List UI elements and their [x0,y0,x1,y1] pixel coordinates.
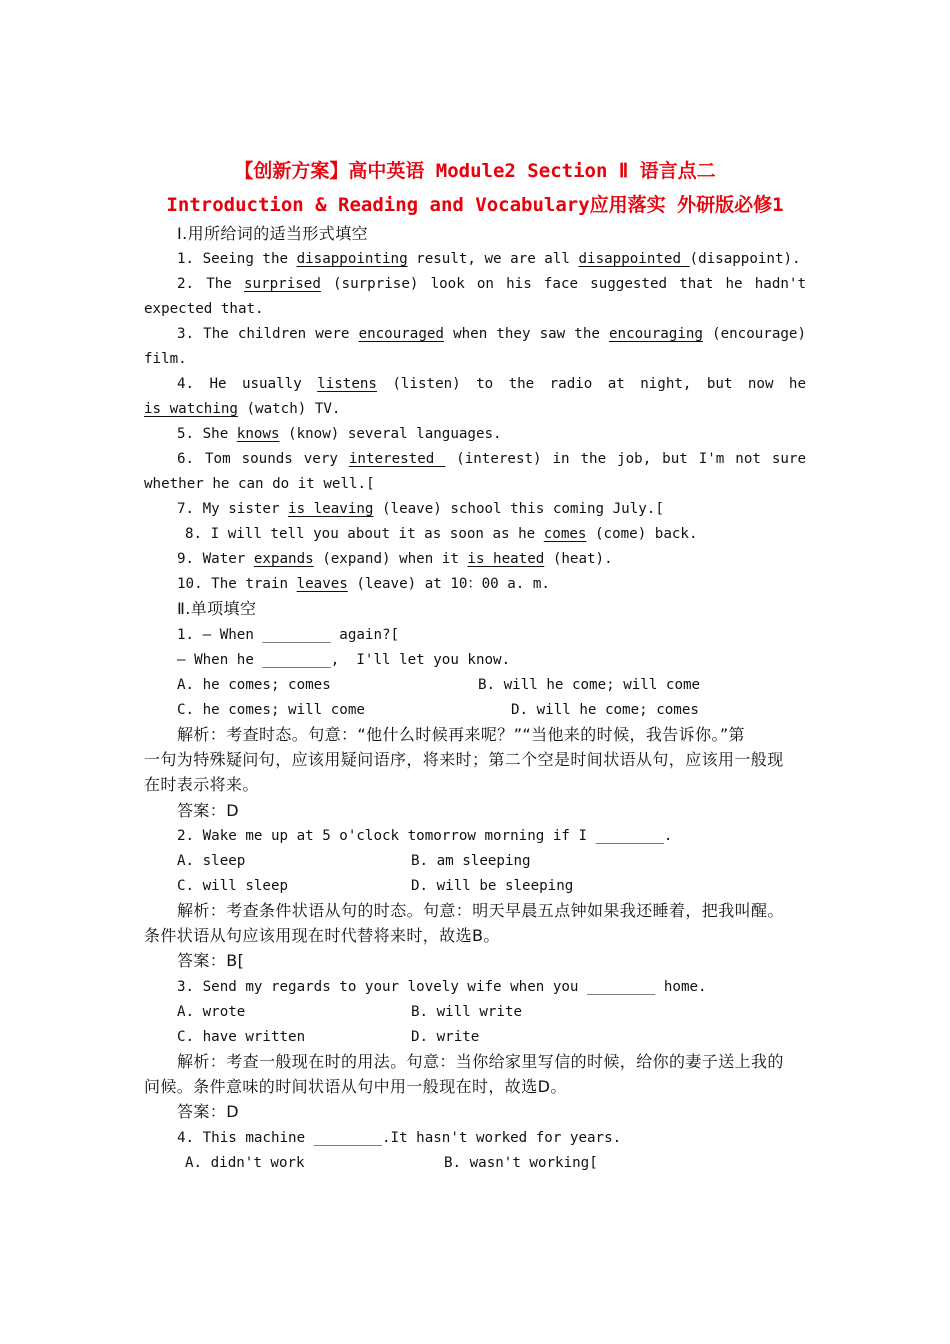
q2-option-d: D. will be sleeping [411,878,574,894]
part1-item-2: 2. The surprised (surprise) look on his face suggested that he hadn't [177,276,806,292]
q1-explanation-2: 一句为特殊疑问句，应该用疑问语序，将来时；第二个空是时间状语从句，应该用一般现 [144,750,784,769]
part1-item-4: 4. He usually listens (listen) to the radio at night, but now he [177,376,806,392]
q3-option-b: B. will write [411,1004,523,1020]
q2-option-a: A. sleep [177,853,246,869]
part1-item-6-cont: whether he can do it well.[ [144,476,375,492]
part1-item-9: 9. Water expands (expand) when it is heated (heat). [177,551,613,567]
part1-item-3: 3. The children were encouraged when they saw the encouraging (encourage) [177,326,807,342]
q1-answer: 答案：D [177,801,239,820]
part2-heading: Ⅱ.单项填空 [177,599,257,618]
part1-item-6: 6. Tom sounds very interested (interest) in the job, but I'm not sure [177,451,806,467]
doc-title-line1: 【创新方案】高中英语 Module2 Section Ⅱ 语言点二 [234,160,716,182]
q2-option-c: C. will sleep [177,878,289,894]
q3-line1: 3. Send my regards to your lovely wife when you ________ home. [177,979,707,995]
part1-item-1: 1. Seeing the disappointing result, we are all disappointed (disappoint). [177,251,801,267]
q2-explanation-1: 解析：考查条件状语从句的时态。句意：明天早晨五点钟如果我还睡着，把我叫醒。 [177,901,784,920]
q1-option-b: B. will he come; will come [478,677,701,693]
q3-option-d: D. write [411,1029,480,1045]
part1-item-4-cont: is watching (watch) TV. [144,401,341,417]
q2-option-b: B. am sleeping [411,853,531,869]
q1-explanation-1: 解析：考查时态。句意：“他什么时候再来呢？”“当他来的时候，我告诉你。”第 [177,725,745,744]
q4-option-b: B. wasn't working[ [444,1155,598,1171]
part1-item-5: 5. She knows (know) several languages. [177,426,502,442]
q3-option-c: C. have written [177,1029,306,1045]
doc-title-line2: Introduction & Reading and Vocabulary应用落实 外研版必修1 [166,194,784,216]
q1-line1: 1. — When ________ again?[ [177,627,400,643]
part1-item-3-cont: film. [144,351,187,367]
q3-answer: 答案：D [177,1102,239,1121]
part1-item-7: 7. My sister is leaving (leave) school this coming July.[ [177,501,664,517]
part1-item-10: 10. The train leaves (leave) at 10：00 a. m. [177,576,550,592]
q2-answer: 答案：B[ [177,951,245,970]
q1-line2: — When he ________, I'll let you know. [177,652,511,668]
q1-option-a: A. he comes; comes [177,677,331,693]
part1-item-2-cont: expected that. [144,301,264,317]
part1-item-8: 8. I will tell you about it as soon as he comes (come) back. [185,526,698,542]
q1-option-c: C. he comes; will come [177,702,365,718]
q2-line1: 2. Wake me up at 5 o'clock tomorrow morning if I ________. [177,828,673,844]
q4-option-a: A. didn't work [185,1155,305,1171]
q3-explanation-1: 解析：考查一般现在时的用法。句意：当你给家里写信的时候，给你的妻子送上我的 [177,1052,784,1071]
q1-explanation-3: 在时表示将来。 [144,775,259,794]
q3-option-a: A. wrote [177,1004,246,1020]
q3-explanation-2: 问候。条件意味的时间状语从句中用一般现在时，故选D。 [144,1077,567,1096]
q4-line1: 4. This machine ________.It hasn't worked for years. [177,1130,622,1146]
part1-heading: Ⅰ.用所给词的适当形式填空 [177,224,369,243]
q2-explanation-2: 条件状语从句应该用现在时代替将来时，故选B。 [144,926,500,945]
q1-option-d: D. will he come; comes [511,702,699,718]
